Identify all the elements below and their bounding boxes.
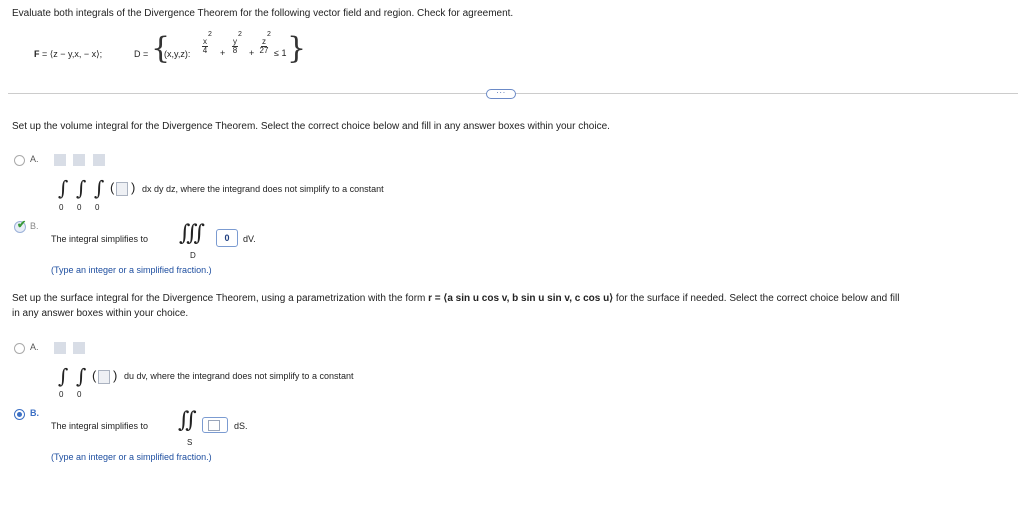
double-integral-sign: ∬ [178,408,197,433]
volume-integrand-input[interactable] [116,182,128,196]
close-paren: ) [131,180,136,195]
surface-option-a-radio[interactable] [14,343,25,354]
volume-option-b-prefix: The integral simplifies to [51,234,149,244]
integral-sign-1: ∫ [58,176,69,200]
surface-lower-bound-2: 0 [77,390,82,399]
expand-button[interactable]: ··· [486,89,516,99]
surface-answer-box[interactable] [202,417,228,433]
region-D: D [190,251,196,260]
volume-lower-bound-3: 0 [95,203,100,212]
surface-answer-input[interactable] [208,420,220,431]
question-text: Evaluate both integrals of the Divergence Theorem for the following vector field and region. Check for agreement. [12,8,514,19]
term-z: z 2 27 [259,31,271,55]
volume-lower-bound-1: 0 [59,203,64,212]
surface-option-b-letter: B. [30,408,39,418]
parametrization-formula: r = ⟨a sin u cos v, b sin u sin v, c cos u⟩ [428,293,614,304]
volume-option-a-radio[interactable] [14,155,25,166]
surface-S: S [187,438,193,447]
volume-upper-bound-1[interactable] [54,154,66,166]
surface-open-paren: ( [92,368,97,383]
surface-prompt-line2: in any answer boxes within your choice. [12,308,189,319]
volume-option-b-suffix: dV. [243,234,256,244]
le-one: ≤ 1 [274,48,287,58]
set-close-brace: } [287,31,307,66]
surface-option-a-letter: A. [30,342,39,352]
volume-option-b-letter: B. [30,221,39,231]
plus-2: + [249,48,255,58]
region-D-label: D = [134,49,149,59]
integral-sign-3: ∫ [94,176,105,200]
volume-lower-bound-2: 0 [77,203,82,212]
volume-answer-box[interactable]: 0 [216,229,238,247]
surface-option-b-prefix: The integral simplifies to [51,421,149,431]
volume-prompt: Set up the volume integral for the Divergence Theorem. Select the correct choice below and fill in any answer boxes within your choice. [12,121,610,132]
volume-option-a-text: dx dy dz, where the integrand does not simplify to a constant [142,184,384,194]
surface-option-a-text: du dv, where the integrand does not simplify to a constant [124,371,354,381]
volume-option-a-letter: A. [30,154,39,164]
field-F-label: F [34,49,40,59]
term-x: x 2 4 [202,31,212,55]
surface-option-b-radio[interactable] [14,409,25,420]
term-y: y 2 8 [232,31,242,55]
surface-integrand-input[interactable] [98,370,110,384]
surface-close-paren: ) [113,368,118,383]
field-F-definition: = ⟨z − y,x, − x⟩; [42,49,103,59]
vector-field [34,49,102,60]
surface-hint: (Type an integer or a simplified fraction.) [51,452,212,462]
surface-prompt: Set up the surface integral for the Divergence Theorem, using a parametrization with the form r = ⟨a sin u cos v, b sin u sin v, c cos u⟩ for the surface if needed. Select the correct choice below and fill [12,293,900,304]
correct-check-icon: ✔ [17,219,27,231]
set-open-brace: { [151,31,171,66]
set-head: (x,y,z): [164,49,191,59]
triple-integral-sign: ∭ [179,221,206,246]
volume-hint: (Type an integer or a simplified fraction.) [51,265,212,275]
volume-upper-bound-3[interactable] [93,154,105,166]
surface-option-b-suffix: dS. [234,421,248,431]
surface-upper-bound-2[interactable] [73,342,85,354]
surface-integral-sign-2: ∫ [76,364,87,388]
surface-integral-sign-1: ∫ [58,364,69,388]
open-paren: ( [110,180,115,195]
plus-1: + [220,48,226,58]
surface-upper-bound-1[interactable] [54,342,66,354]
integral-sign-2: ∫ [76,176,87,200]
surface-lower-bound-1: 0 [59,390,64,399]
volume-upper-bound-2[interactable] [73,154,85,166]
